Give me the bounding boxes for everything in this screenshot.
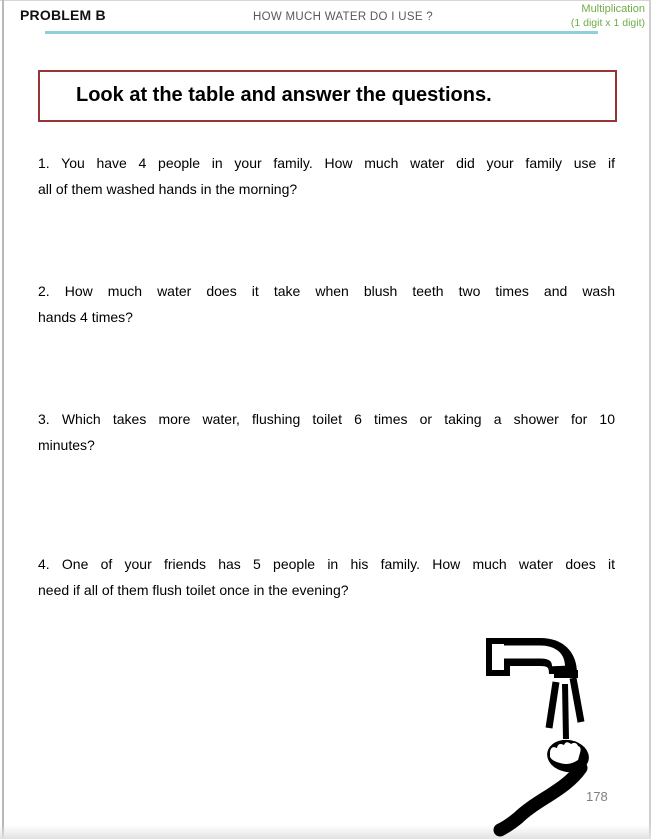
faucet-icon — [478, 628, 598, 838]
page-border-left — [2, 0, 4, 839]
question-3 — [38, 406, 615, 458]
question-4-line-2: need if all of them flush toilet once in the evening? — [38, 582, 349, 598]
instruction-box — [38, 70, 617, 122]
question-1-line-2: all of them washed hands in the morning? — [38, 181, 298, 197]
page-title: HOW MUCH WATER DO I USE ? — [253, 11, 433, 23]
topic-name: Multiplication — [581, 3, 645, 15]
header-underline — [45, 31, 598, 34]
problem-label: PROBLEM B — [20, 7, 106, 23]
topic-detail: (1 digit x 1 digit) — [570, 17, 645, 29]
question-4 — [38, 551, 615, 603]
question-1-line-1: 1. You have 4 people in your family. How much water did your family use if — [38, 155, 615, 171]
page-border-top — [0, 0, 651, 1]
question-2 — [38, 278, 615, 330]
question-2-line-2: hands 4 times? — [38, 309, 133, 325]
question-4-line-1: 4. One of your friends has 5 people in his family. How much water does it — [38, 556, 615, 572]
topic-label — [571, 2, 645, 30]
page-number: 178 — [586, 789, 608, 804]
question-3-line-1: 3. Which takes more water, flushing toilet 6 times or taking a shower for 10 — [38, 411, 615, 427]
question-2-line-1: 2. How much water does it take when blush teeth two times and wash — [38, 283, 615, 299]
question-1 — [38, 150, 615, 202]
question-3-line-2: minutes? — [38, 437, 95, 453]
instruction-text: Look at the table and answer the questions. — [76, 84, 492, 106]
